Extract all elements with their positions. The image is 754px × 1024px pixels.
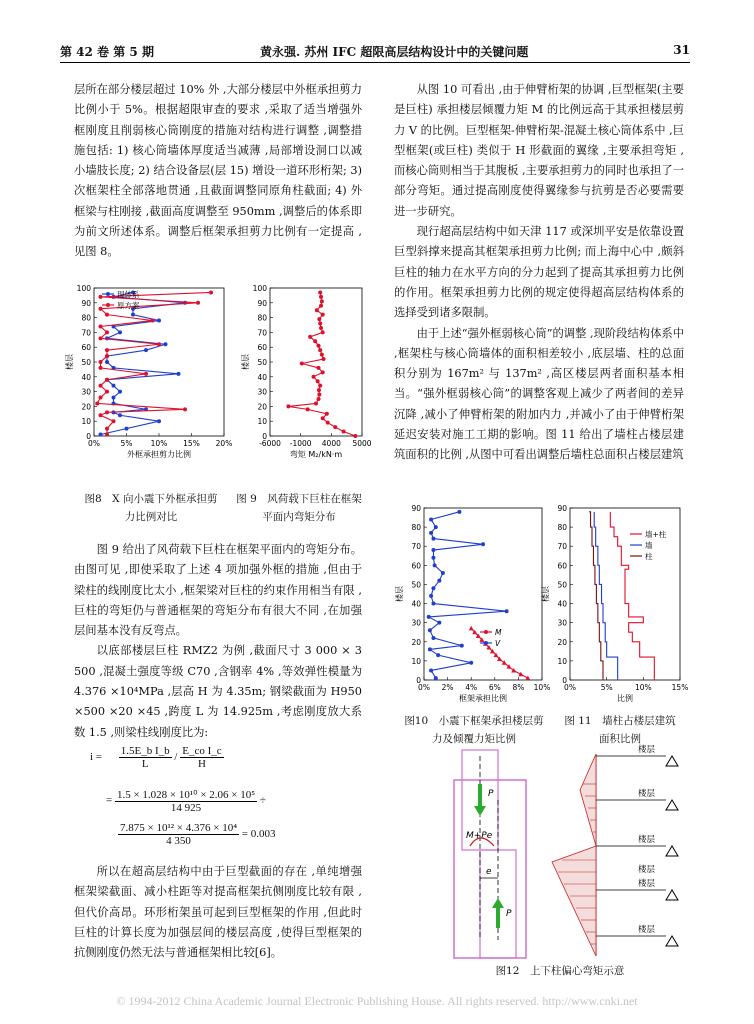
figure-10-chart: [395, 504, 551, 704]
data-point: [321, 370, 325, 374]
data-point: [427, 615, 431, 619]
y-tick-label: 50: [411, 580, 421, 590]
floor-lines: [596, 756, 666, 936]
formula-line-1: i = $\frac{\text{1.5E\_b I\_b}}{L}$ / $\frac{\text{E\_co I\_c}}{H}$: [90, 745, 222, 770]
y-tick-label: 0: [86, 432, 91, 441]
y-tick-label: 0: [562, 676, 567, 685]
data-point: [131, 313, 135, 317]
arrow-head: [492, 898, 504, 908]
data-point: [196, 301, 200, 305]
data-point: [112, 396, 116, 400]
data-point: [99, 295, 103, 299]
data-point: [431, 548, 435, 552]
data-point: [315, 308, 319, 312]
y-tick-label: 20: [81, 402, 91, 412]
y-tick-label: 90: [81, 298, 91, 308]
floor-label: 楼层: [638, 835, 656, 845]
data-point: [326, 421, 330, 425]
floor-label: 楼层: [638, 789, 656, 799]
data-point: [457, 510, 461, 514]
data-point: [437, 621, 441, 625]
data-point: [320, 299, 324, 303]
data-point: [311, 375, 315, 379]
data-point: [342, 430, 346, 434]
data-point: [441, 571, 445, 575]
data-point: [429, 531, 433, 535]
figure-12-caption: 图12 上下柱偏心弯矩示意: [495, 965, 625, 977]
paragraph: 图 9 给出了风荷载下巨柱在框架平面内的弯矩分布。由图可见 ,即使采取了上述 4 项加强外框的措施 ,但由于梁柱的线刚度比太小 ,框架梁对巨柱的约束作用相当有限 ,巨柱的弯矩仍与普通框架的弯矩分布有很大不同 ,在加强层间基本没有反弯点。: [74, 543, 362, 638]
y-tick-label: 80: [411, 523, 421, 533]
legend-label: 柱: [645, 552, 653, 561]
running-title: 黄永强. 苏州 IFC 超限高层结构设计中的关键问题: [260, 45, 529, 59]
y-tick-label: 70: [81, 328, 91, 338]
y-tick-label: 70: [411, 542, 421, 552]
left-column-top: [74, 80, 362, 263]
formula-symbol: i =: [90, 751, 103, 764]
data-point: [151, 319, 155, 323]
data-point: [318, 384, 322, 388]
x-tick-label: 15%: [671, 683, 689, 692]
moment-diagram: [552, 744, 678, 956]
x-axis-label: 框架承担比例: [459, 694, 507, 703]
y-tick-label: 60: [411, 561, 421, 571]
y-axis-label: 楼层: [241, 354, 250, 370]
data-point: [144, 372, 148, 376]
legend-label: 现体系: [117, 290, 140, 299]
data-point: [317, 397, 321, 401]
data-point: [318, 348, 322, 352]
data-point: [125, 427, 129, 431]
y-tick-label: 0: [262, 432, 267, 441]
y-tick-label: 50: [81, 358, 91, 367]
data-point: [320, 353, 324, 357]
y-tick-label: 70: [257, 328, 267, 338]
figure-12-diagram: [440, 745, 680, 960]
figure-8-chart: [65, 284, 233, 464]
x-tick-label: 0%: [564, 683, 576, 692]
data-point: [105, 330, 109, 334]
formula-divide: ÷: [259, 794, 266, 807]
y-tick-label: 80: [257, 313, 267, 323]
data-point: [428, 647, 432, 651]
data-point: [460, 644, 464, 648]
y-tick-label: 20: [557, 637, 567, 647]
y-axis-label: 楼层: [395, 586, 404, 602]
y-tick-label: 50: [257, 358, 267, 367]
force-label: P: [506, 909, 512, 919]
arrow-head: [474, 806, 486, 816]
x-tick-label: 10%: [150, 439, 168, 448]
moment-label: M+Pe: [466, 831, 493, 841]
data-point: [105, 360, 109, 364]
data-point: [99, 336, 103, 340]
data-point: [99, 307, 103, 311]
y-tick-label: 0: [416, 676, 421, 685]
data-point: [325, 412, 329, 416]
y-tick-label: 80: [557, 523, 567, 533]
legend-label: V: [495, 639, 501, 648]
data-point: [321, 313, 325, 317]
data-point: [431, 556, 435, 560]
formula-line-3: [118, 822, 368, 847]
x-tick-label: 4000: [321, 439, 341, 448]
data-point: [313, 339, 317, 343]
y-tick-label: 50: [557, 580, 567, 590]
data-point: [286, 404, 290, 408]
data-point: [481, 542, 485, 546]
y-tick-label: 30: [81, 387, 91, 397]
y-tick-label: 40: [257, 372, 267, 382]
data-point: [317, 344, 321, 348]
data-point: [431, 586, 435, 590]
data-point: [105, 433, 109, 437]
y-tick-label: 30: [411, 618, 421, 628]
paragraph: 由于上述“强外框弱核心筒”的调整 ,现阶段结构体系中 ,框架柱与核心筒墙体的面积相差较小 ,底层墙、柱的总面积分别为 167m² 与 137m² ,高区楼层两者面积基本相当。“强外框弱核心筒”的调整客观上减少了两者间的差异沉降 ,减小了伸臂桁架的附加内力 ,并减小了由于伸臂桁架延迟安装对施工工期的影响。图 11 给出了墙柱占楼层建筑面积的比例 ,从图中可看出调整后墙柱总面积占楼层建筑: [394, 326, 684, 462]
y-tick-label: 90: [257, 298, 267, 308]
y-tick-label: 80: [81, 313, 91, 323]
data-point: [95, 401, 99, 405]
legend-label: M: [495, 628, 502, 637]
data-point: [429, 594, 433, 598]
data-point: [105, 354, 109, 358]
y-tick-label: 40: [81, 372, 91, 382]
x-tick-label: 10%: [533, 683, 551, 692]
data-point: [317, 366, 321, 370]
data-point: [434, 676, 438, 680]
x-axis-label: 弯矩 M₂/kN·m: [289, 450, 343, 459]
column-elevation: [454, 750, 526, 958]
legend-marker: [106, 303, 110, 307]
data-point: [99, 360, 103, 364]
figure-10-caption: 图10 小震下框架承担楼层剪力及倾覆力矩比例: [404, 715, 544, 745]
data-point: [306, 407, 310, 411]
y-tick-label: 30: [257, 387, 267, 397]
x-axis-label: 外框承担剪力比例: [127, 450, 191, 459]
paragraph: 层所在部分楼层超过 10% 外 ,大部分楼层中外框承担剪力比例小于 5%。根据超限审查的要求 ,采取了适当增强外框刚度且削弱核心筒刚度的措施对结构进行调整 ,调整措施包括: 1) 核心筒墙体厚度适当减薄 ,局部增设洞口以减小墙肢长度; 2) 结合设备层(层 15) 增设一道环形桁架; 3) 次框架柱全部落地贯通 ,且截面调整同原角柱截面; 4) 外框梁与柱刚接 ,截面高度调整至 950mm ,调整后的体系即为前文所述体系。调整后框架承担剪力比例有一定提高 ,见图 8。: [74, 83, 363, 259]
y-axis-label: 楼层: [541, 586, 550, 602]
data-point: [105, 410, 109, 414]
left-column-mid: [74, 540, 362, 743]
paragraph: 所以在超高层结构中由于巨型截面的存在 ,单纯增强框架梁截面、减小柱距等对提高框架抗侧刚度比较有限 ,但代价高昂。环形桁架虽可起到巨型框架的作用 ,但此时巨柱的计算长度为加强层间的楼层高度 ,使得巨型框架的抗侧刚度仍然无法与普通框架相比较[6]。: [74, 865, 362, 960]
data-point: [99, 396, 103, 400]
data-point: [157, 342, 161, 346]
data-point: [105, 348, 109, 352]
data-point: [183, 407, 187, 411]
y-tick-label: 60: [257, 343, 267, 353]
data-point: [209, 290, 213, 294]
data-point: [164, 342, 168, 346]
data-point: [437, 579, 441, 583]
y-tick-label: 20: [411, 637, 421, 647]
y-tick-label: 10: [411, 656, 421, 666]
y-tick-label: 90: [557, 504, 567, 513]
data-point: [318, 322, 322, 326]
floor-label: 楼层: [638, 865, 656, 875]
data-point: [99, 384, 103, 388]
data-point: [144, 348, 148, 352]
formula-num: 1.5E_b I_b: [120, 745, 170, 757]
data-point: [314, 401, 318, 405]
data-point: [99, 366, 103, 370]
data-point: [469, 661, 473, 665]
data-point: [518, 672, 523, 677]
y-tick-label: 20: [257, 402, 267, 412]
x-tick-label: 6%: [488, 683, 501, 692]
legend-marker: [484, 641, 488, 645]
data-point: [118, 413, 122, 417]
data-point: [308, 335, 312, 339]
data-point: [112, 384, 116, 388]
data-point: [469, 626, 474, 631]
y-tick-label: 60: [81, 343, 91, 353]
y-tick-label: 60: [557, 561, 567, 571]
data-point: [105, 427, 109, 431]
data-point: [429, 668, 433, 672]
formula-num: E_co I_c: [182, 745, 222, 757]
data-point: [319, 326, 323, 330]
y-tick-label: 100: [76, 284, 91, 293]
formula-den: H: [197, 758, 206, 770]
data-point: [431, 636, 435, 640]
data-point: [525, 676, 530, 681]
data-point: [321, 330, 325, 334]
data-point: [319, 295, 323, 299]
formula-den: 14 925: [170, 802, 202, 814]
page-number: 31: [673, 43, 690, 57]
x-tick-label: 0%: [88, 439, 100, 448]
x-tick-label: 2%: [441, 683, 454, 692]
moment-region: [552, 846, 596, 956]
copyright-footer: © 1994-2012 China Academic Journal Electronic Publishing House. All rights reserved. http://www.cnki.net: [116, 994, 638, 1008]
x-tick-label: 8%: [512, 683, 525, 692]
right-column-top: [394, 80, 684, 466]
data-point: [99, 413, 103, 417]
formula-num: 7.875 × 10¹² × 4.376 × 10⁴: [120, 822, 238, 834]
formula-result: = 0.003: [241, 828, 276, 841]
figure-11-chart: [541, 504, 689, 704]
x-tick-label: 20%: [215, 439, 233, 448]
data-point: [319, 304, 323, 308]
legend-marker: [484, 630, 488, 634]
x-tick-label: -6000: [259, 439, 281, 448]
data-point: [317, 388, 321, 392]
data-point: [436, 653, 440, 657]
series-line-V: [429, 512, 507, 678]
x-tick-label: 10%: [634, 683, 652, 692]
x-axis-label: 比例: [617, 694, 633, 703]
data-point: [318, 290, 322, 294]
floor-label: 楼层: [638, 879, 656, 889]
data-point: [317, 317, 321, 321]
data-point: [112, 419, 116, 423]
x-tick-label: -1000: [289, 439, 312, 448]
data-point: [157, 419, 161, 423]
data-point: [322, 357, 326, 361]
data-point: [118, 330, 122, 334]
legend-label: 墙: [645, 541, 653, 550]
data-point: [431, 602, 435, 606]
formula-den: 4 350: [166, 835, 191, 847]
floor-labels: [638, 744, 656, 935]
data-point: [316, 379, 320, 383]
formula-num: 1.5 × 1.028 × 10¹⁰ × 2.06 × 10⁵: [116, 789, 256, 801]
y-tick-label: 10: [81, 417, 91, 427]
data-point: [353, 434, 357, 438]
figure-9-chart: [238, 284, 372, 464]
left-column-bottom: [74, 862, 362, 963]
y-tick-label: 90: [411, 504, 421, 513]
x-tick-label: 15%: [183, 439, 200, 448]
paragraph: 以底部楼层巨柱 RMZ2 为例 ,截面尺寸 3 000 × 3 500 ,混凝土强度等级 C70 ,含钢率 4% ,等效弹性模量为 4.376 ×10⁴MPa ,层高 H 为 4.35m; 钢梁截面为 H950 ×500 ×20 ×45 ,跨度 L 为 14.925m ,考虑刚度放大系数 1.5 ,则梁柱线刚度比为:: [74, 644, 362, 739]
data-point: [333, 425, 337, 429]
paragraph: 现行超高层结构中如天津 117 或深圳平安是依靠设置巨型斜撑来提高其框架承担剪力比例; 而上海中心中 ,颇斜巨柱的轴力在水平方向的分力起到了提高其承担剪力比例的作用。框架承担剪力比例的规定使得超高层结构体系的选择受到诸多限制。: [394, 225, 684, 320]
y-tick-label: 10: [257, 417, 267, 427]
journal-issue: 第 42 卷 第 5 期: [60, 45, 154, 59]
figure-9-caption: 图 9 风荷载下巨柱在框架平面内弯矩分布: [236, 493, 362, 523]
data-point: [105, 390, 109, 394]
data-point: [157, 319, 161, 323]
data-point: [505, 609, 509, 613]
data-point: [99, 433, 103, 437]
x-tick-label: 4%: [465, 683, 478, 692]
floor-label: 楼层: [638, 745, 656, 755]
data-point: [433, 563, 437, 567]
legend-label: 原方案: [117, 301, 140, 310]
y-tick-label: 70: [557, 542, 567, 552]
data-point: [177, 372, 181, 376]
figure-11-caption: 图 11 墙柱占楼层建筑面积比例: [564, 715, 676, 745]
formula-line-2: = $\frac{\text{1.5 × 1.028 × 10¹⁰ × 2.06 × 10⁵}}{14 925}$ ÷: [106, 789, 266, 814]
data-point: [300, 361, 304, 365]
x-tick-label: 5%: [120, 439, 133, 448]
floor-label: 楼层: [638, 925, 656, 935]
data-point: [434, 525, 438, 529]
x-tick-label: 5%: [600, 683, 613, 692]
paragraph: 从图 10 可看出 ,由于伸臂桁架的协调 ,巨型框架(主要是巨柱) 承担楼层倾覆力矩 M 的比例远高于其承担楼层剪力 V 的比例。巨型框架-伸臂桁架-混凝土核心筒体系中 ,巨型框架(或巨柱) 类似于 H 形截面的翼缘 ,主要承担弯矩 ,而核心筒则相当于其腹板 ,主要承担剪力的同时也承担了一部分弯矩。通过提高刚度使得翼缘参与抗剪是否必要需要进一步研究。: [394, 83, 684, 218]
figure-8-caption: 图8 X 向小震下外框承担剪力比例对比: [84, 493, 218, 523]
legend-label: 墙+柱: [645, 530, 667, 539]
formula-den: L: [141, 758, 149, 770]
data-point: [431, 537, 435, 541]
page-header: [60, 40, 690, 63]
legend-marker: [106, 292, 110, 296]
y-axis-label: 楼层: [65, 354, 74, 370]
support-symbols: [666, 756, 678, 946]
y-tick-label: 30: [557, 618, 567, 628]
data-point: [118, 390, 122, 394]
data-point: [317, 393, 321, 397]
plot-frame: [424, 508, 542, 680]
y-tick-label: 100: [252, 284, 267, 293]
data-point: [429, 517, 433, 521]
x-tick-label: 5000: [352, 439, 372, 448]
data-point: [105, 378, 109, 382]
y-tick-label: 40: [411, 599, 421, 609]
y-tick-label: 40: [557, 599, 567, 609]
force-label: P: [488, 789, 494, 799]
y-tick-label: 10: [557, 656, 567, 666]
eccentricity-label: e: [486, 867, 492, 877]
data-point: [105, 313, 109, 317]
x-tick-label: 0%: [418, 683, 430, 692]
data-point: [428, 628, 432, 632]
data-point: [321, 416, 325, 420]
data-point: [99, 324, 103, 328]
